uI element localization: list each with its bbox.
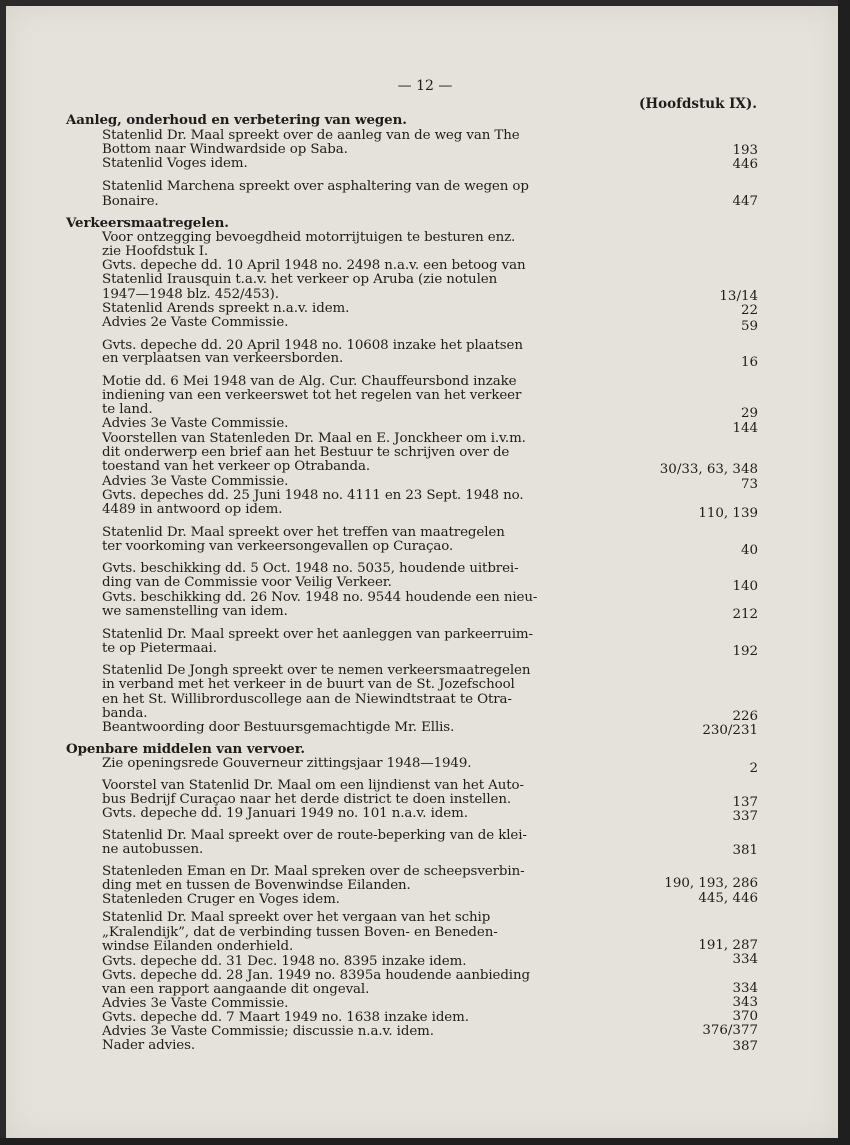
page-reference: 16	[740, 355, 758, 370]
page-reference: 2	[749, 761, 758, 776]
entry-line: Voor ontzegging bevoegdheid motorrijtuigen te besturen enz.	[102, 230, 516, 245]
entry-line: en verplaatsen van verkeersborden.	[102, 351, 344, 366]
entry-line: Bonaire.	[102, 194, 159, 209]
page-reference: 447	[732, 194, 758, 209]
entry-line: in verband met het verkeer in de buurt van de St. Jozefschool	[102, 677, 515, 692]
entry-line: Nader advies.	[102, 1038, 196, 1053]
entry-line: dit onderwerp een brief aan het Bestuur te schrijven over de	[102, 445, 510, 460]
entry-line: zie Hoofdstuk I.	[102, 244, 209, 259]
entry-line: Statenlid Dr. Maal spreekt over het aanleggen van parkeerruim-	[102, 627, 533, 642]
page-reference: 370	[732, 1009, 758, 1024]
entry-line: te land.	[102, 402, 153, 417]
entry-line: Statenlid De Jongh spreekt over te nemen verkeersmaatregelen	[102, 663, 531, 678]
section-heading: Aanleg, onderhoud en verbetering van wegen.	[66, 112, 407, 128]
entry-line: „Kralendijk”, dat de verbinding tussen Boven- en Beneden-	[102, 925, 498, 940]
entry-line: ne autobussen.	[102, 842, 204, 857]
entry-line: windse Eilanden onderhield.	[102, 939, 294, 954]
entry-line: Voorstellen van Statenleden Dr. Maal en E. Jonckheer om i.v.m.	[102, 431, 526, 446]
entry-line: van een rapport aangaande dit ongeval.	[102, 982, 370, 997]
page-reference: 144	[732, 421, 758, 436]
entry-line: Beantwoording door Bestuursgemachtigde Mr. Ellis.	[102, 720, 455, 735]
page-reference: 230/231	[702, 723, 758, 738]
entry-line: Statenlid Dr. Maal spreekt over het treffen van maatregelen	[102, 525, 505, 540]
entry-line: en het St. Willibrorduscollege aan de Niewindtstraat te Otra-	[102, 692, 512, 707]
entry-line: Gvts. depeche dd. 20 April 1948 no. 10608 inzake het plaatsen	[102, 338, 523, 353]
entry-line: Gvts. depeche dd. 7 Maart 1949 no. 1638 inzake idem.	[102, 1010, 469, 1025]
entry-line: Statenlid Voges idem.	[102, 156, 248, 171]
page-reference: 30/33, 63, 348	[659, 462, 758, 477]
entry-line: we samenstelling van idem.	[102, 604, 288, 619]
entry-line: Gvts. beschikking dd. 5 Oct. 1948 no. 5035, houdende uitbrei-	[102, 561, 519, 576]
page-reference: 334	[732, 981, 758, 996]
page-reference: 191, 287	[698, 938, 758, 953]
entry-line: Gvts. depeche dd. 19 Januari 1949 no. 101 n.a.v. idem.	[102, 806, 468, 821]
section-heading: Openbare middelen van vervoer.	[66, 741, 305, 757]
page-reference: 110, 139	[698, 506, 758, 521]
scan-edge-right	[838, 0, 850, 1145]
page-reference: 192	[732, 644, 758, 659]
page-reference: 445, 446	[698, 891, 758, 906]
entry-line: 1947—1948 blz. 452/453).	[102, 287, 279, 302]
entry-line: indiening van een verkeerswet tot het regelen van het verkeer	[102, 388, 522, 403]
page-reference: 59	[740, 319, 758, 334]
page-reference: 22	[740, 303, 758, 318]
entry-line: Advies 3e Vaste Commissie.	[102, 416, 289, 431]
entry-line: Statenlid Dr. Maal spreekt over de route-beperking van de klei-	[102, 828, 527, 843]
entry-line: Statenlid Arends spreekt n.a.v. idem.	[102, 301, 350, 316]
entry-line: toestand van het verkeer op Otrabanda.	[102, 459, 371, 474]
entry-line: Statenlid Dr. Maal spreekt over het vergaan van het schip	[102, 910, 491, 925]
entry-line: Advies 3e Vaste Commissie.	[102, 474, 289, 489]
page-reference: 190, 193, 286	[664, 876, 758, 891]
entry-line: te op Pietermaai.	[102, 641, 217, 656]
page-reference: 13/14	[719, 289, 758, 304]
entry-line: Statenlid Marchena spreekt over asphaltering van de wegen op	[102, 179, 529, 194]
page-reference: 73	[740, 477, 758, 492]
entry-line: Gvts. depeche dd. 10 April 1948 no. 2498 n.a.v. een betoog van	[102, 258, 526, 273]
entry-line: Zie openingsrede Gouverneur zittingsjaar 1948—1949.	[102, 756, 472, 771]
page-reference: 193	[732, 143, 758, 158]
entry-line: banda.	[102, 706, 148, 721]
entry-line: Voorstel van Statenlid Dr. Maal om een lijndienst van het Auto-	[102, 778, 524, 793]
page-reference: 137	[732, 795, 758, 810]
entry-line: ding van de Commissie voor Veilig Verkeer.	[102, 575, 392, 590]
entry-line: Gvts. depeches dd. 25 Juni 1948 no. 4111 en 23 Sept. 1948 no.	[102, 488, 524, 503]
entry-line: Statenlid Irausquin t.a.v. het verkeer op Aruba (zie notulen	[102, 272, 498, 287]
entry-line: Gvts. depeche dd. 31 Dec. 1948 no. 8395 inzake idem.	[102, 954, 467, 969]
entry-line: Bottom naar Windwardside op Saba.	[102, 142, 348, 157]
entry-line: Gvts. depeche dd. 28 Jan. 1949 no. 8395a houdende aanbieding	[102, 968, 530, 983]
entry-line: Advies 3e Vaste Commissie; discussie n.a.v. idem.	[102, 1024, 434, 1039]
entry-line: bus Bedrijf Curaçao naar het derde district te doen instellen.	[102, 792, 512, 807]
page-reference: 343	[732, 995, 758, 1010]
entry-line: Motie dd. 6 Mei 1948 van de Alg. Cur. Chauffeursbond inzake	[102, 374, 517, 389]
page-reference: 446	[732, 157, 758, 172]
section-heading: Verkeersmaatregelen.	[66, 215, 229, 231]
entry-line: Statenlid Dr. Maal spreekt over de aanleg van de weg van The	[102, 128, 520, 143]
page-reference: 226	[732, 709, 758, 724]
page-reference: 140	[732, 579, 758, 594]
entry-line: ding met en tussen de Bovenwindse Eilanden.	[102, 878, 411, 893]
page-reference: 212	[732, 607, 758, 622]
page-reference: 337	[732, 809, 758, 824]
entry-line: ter voorkoming van verkeersongevallen op Curaçao.	[102, 539, 454, 554]
page-reference: 381	[732, 843, 758, 858]
page-number: — 12 —	[397, 78, 453, 94]
chapter-label: (Hoofdstuk IX).	[639, 96, 757, 112]
page-reference: 40	[740, 543, 758, 558]
page-reference: 29	[740, 406, 758, 421]
entry-line: Gvts. beschikking dd. 26 Nov. 1948 no. 9544 houdende een nieu-	[102, 590, 538, 605]
page-reference: 334	[732, 952, 758, 967]
entry-line: Statenleden Cruger en Voges idem.	[102, 892, 340, 907]
page-reference: 376/377	[702, 1023, 758, 1038]
entry-line: Statenleden Eman en Dr. Maal spreken over de scheepsverbin-	[102, 864, 525, 879]
entry-line: Advies 2e Vaste Commissie.	[102, 315, 289, 330]
entry-line: Advies 3e Vaste Commissie.	[102, 996, 289, 1011]
scan-edge-bottom	[0, 1138, 850, 1145]
entry-line: 4489 in antwoord op idem.	[102, 502, 283, 517]
page-reference: 387	[732, 1039, 758, 1054]
